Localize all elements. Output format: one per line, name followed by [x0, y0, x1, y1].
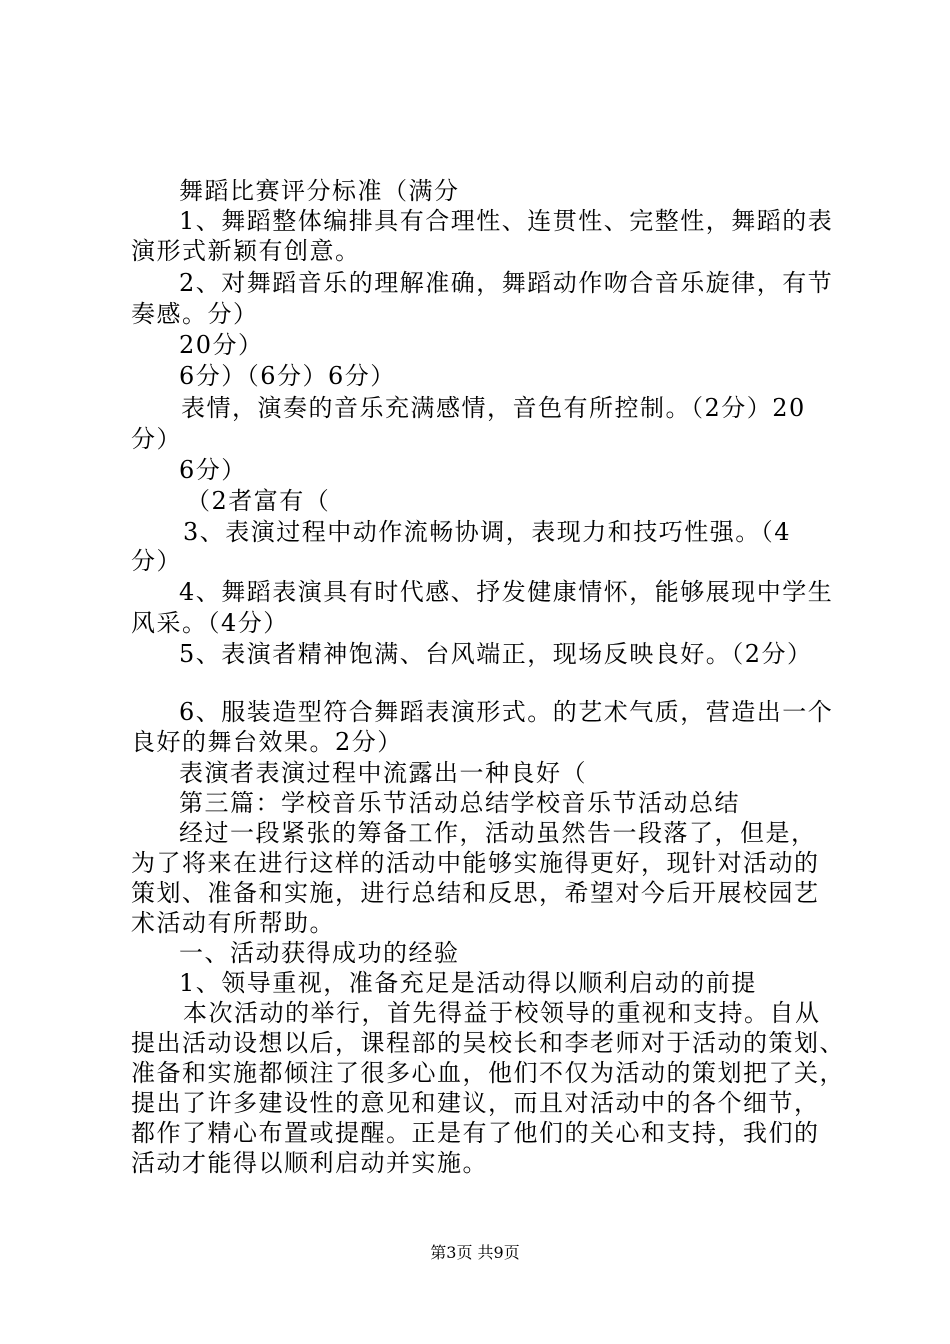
- text-line: 分）: [131, 425, 182, 453]
- text-line: 提出活动设想以后，课程部的吴校长和李老师对于活动的策划、: [131, 1029, 845, 1057]
- text-line: 6分）（6分）6分）: [179, 362, 396, 390]
- text-line: 术活动有所帮助。: [131, 909, 335, 937]
- text-line: 分）: [131, 547, 182, 575]
- text-line: 4、舞蹈表演具有时代感、抒发健康情怀，能够展现中学生: [179, 578, 834, 606]
- text-line: 风采。（4分）: [131, 609, 289, 637]
- text-line: 提出了许多建设性的意见和建议，而且对活动中的各个细节，: [131, 1089, 820, 1117]
- text-line: 活动才能得以顺利启动并实施。: [131, 1149, 488, 1177]
- subsection-heading: 一、活动获得成功的经验: [179, 939, 460, 967]
- text-line: 准备和实施都倾注了很多心血，他们不仅为活动的策划把了关，: [131, 1059, 845, 1087]
- text-line: 20分）: [179, 331, 264, 359]
- text-line: 6分）: [179, 456, 247, 484]
- text-line: 都作了精心布置或提醒。正是有了他们的关心和支持，我们的: [131, 1119, 820, 1147]
- text-line: （2者富有（: [186, 487, 331, 515]
- text-line: 策划、准备和实施，进行总结和反思，希望对今后开展校园艺: [131, 879, 820, 907]
- text-line: 6、服装造型符合舞蹈表演形式。的艺术气质，营造出一个: [179, 698, 834, 726]
- text-line: 表情，演奏的音乐充满感情，音色有所控制。（2分）20: [181, 394, 806, 422]
- text-line: 2、对舞蹈音乐的理解准确，舞蹈动作吻合音乐旋律，有节: [179, 269, 834, 297]
- text-line: 表演者表演过程中流露出一种良好（: [179, 759, 587, 787]
- text-line: 奏感。分）: [131, 300, 259, 328]
- section-heading: 第三篇：学校音乐节活动总结学校音乐节活动总结: [179, 789, 740, 817]
- page-number: 第3页 共9页: [430, 1243, 520, 1262]
- text-line: 本次活动的举行，首先得益于校领导的重视和支持。自从: [183, 999, 821, 1027]
- text-line: 舞蹈比赛评分标准（满分: [179, 177, 460, 205]
- text-line: 良好的舞台效果。2分）: [131, 728, 403, 756]
- text-line: 经过一段紧张的筹备工作，活动虽然告一段落了，但是，: [179, 819, 817, 847]
- text-line: 3、表演过程中动作流畅协调，表现力和技巧性强。（4: [183, 518, 792, 546]
- subsection-heading: 1、领导重视，准备充足是活动得以顺利启动的前提: [179, 969, 757, 997]
- text-line: 为了将来在进行这样的活动中能够实施得更好，现针对活动的: [131, 849, 820, 877]
- text-line: 5、表演者精神饱满、台风端正，现场反映良好。（2分）: [179, 640, 813, 668]
- text-line: 演形式新颖有创意。: [131, 237, 361, 265]
- text-line: 1、舞蹈整体编排具有合理性、连贯性、完整性，舞蹈的表: [179, 207, 834, 235]
